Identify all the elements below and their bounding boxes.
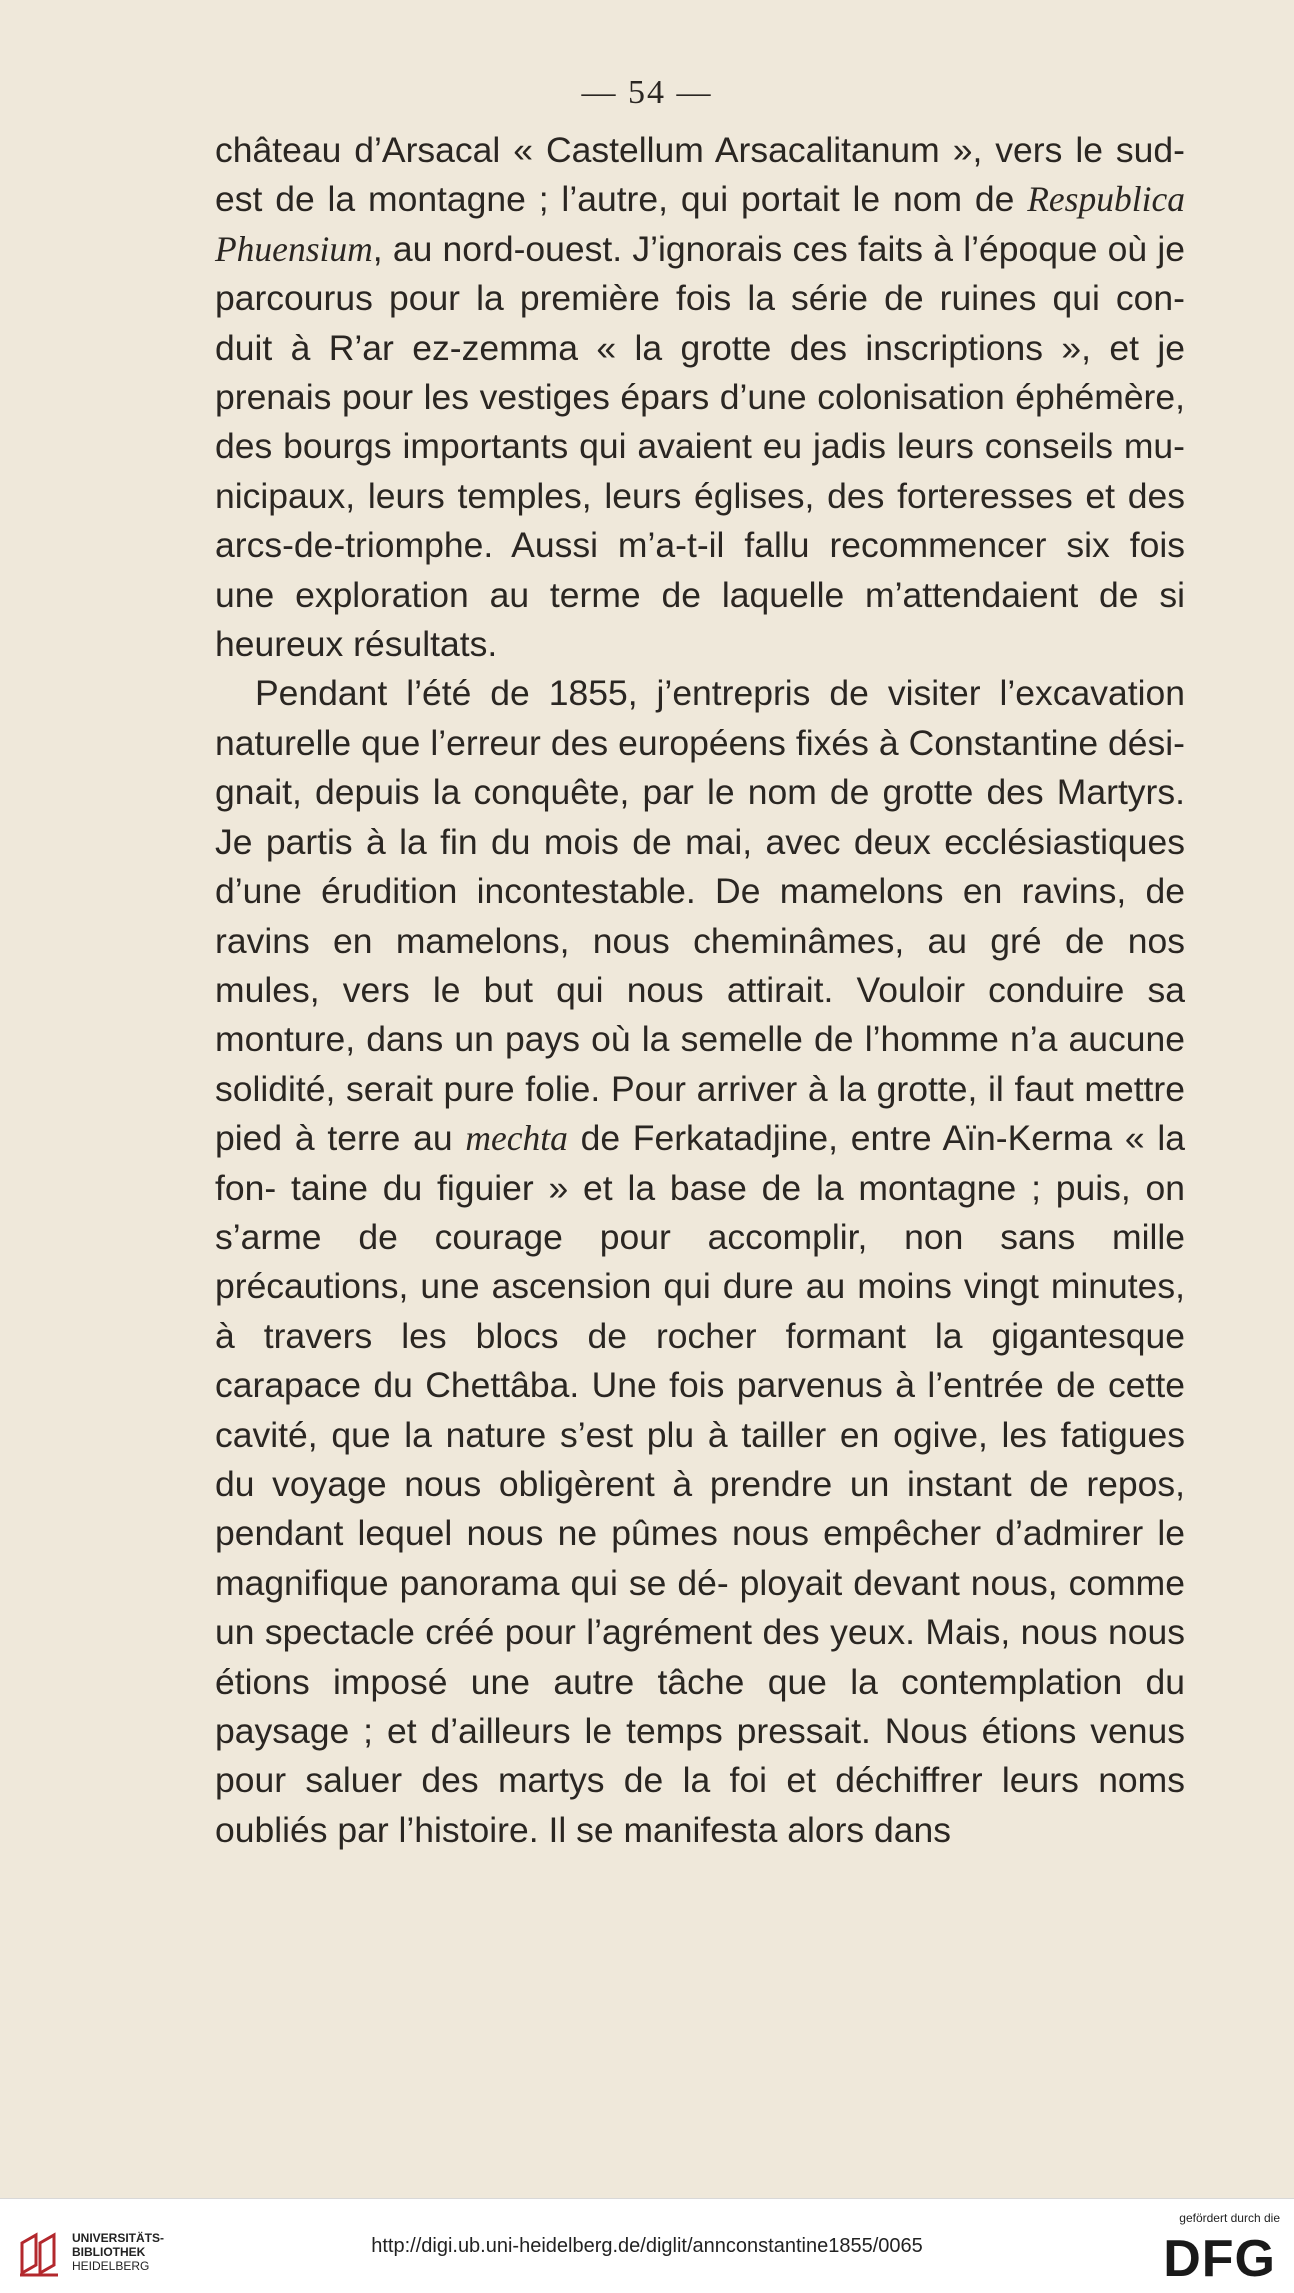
text-run: Pendant l’été de 1855, j’entrepris de visiter l’excavation naturelle que l’erreur des européens fixés à Constantine dési- gnait, depuis la conquête, par le nom de grotte des Martyrs. Je partis à la fin du mois de mai, avec deux ecclésiastiques d’une érudition incontestable. De mamelons en ravins, de ravins en mamelons, nous cheminâmes, au gré de nos mules, vers le but qui nous attirait. Vouloir conduire sa monture, dans un pays où la semelle de l’homme n’a aucune solidité, serait pure folie. Pour arriver à la grotte, il faut mettre pied à terre au — [215, 673, 1185, 1159]
line: je parcourus pour la première fois la série de ruines qui con- — [215, 228, 1185, 319]
line: prenais pour les vestiges épars d’une colonisation éphémère, — [215, 377, 1185, 418]
line: , au nord-ouest. J’ignorais ces faits à l’époque où — [372, 228, 1148, 269]
line: arcs-de-triomphe. Aussi m’a-t-il fallu recommencer six fois — [215, 525, 1185, 566]
line: nicipaux, leurs temples, leurs églises, des forteresses et des — [215, 475, 1185, 516]
library-line: HEIDELBERG — [72, 2259, 150, 2273]
paragraph-2 — [215, 669, 1185, 1855]
italic-term: Respublica — [1027, 179, 1185, 220]
permalink-url[interactable]: http://digi.ub.uni-heidelberg.de/diglit/annconstantine1855/0065 — [371, 2235, 923, 2257]
italic-term: mechta — [465, 1118, 568, 1159]
line: des bourgs importants qui avaient eu jadis leurs conseils mu- — [215, 426, 1185, 467]
page-number: — 54 — — [581, 74, 713, 111]
line: heureux résultats. — [215, 624, 498, 665]
sponsor-label: gefördert durch die — [1179, 2211, 1280, 2225]
body-text — [215, 126, 1185, 1855]
line: de la montagne ; l’autre, qui portait le nom de — [275, 179, 1028, 220]
digitization-footer — [0, 2198, 1294, 2293]
text-run: de Ferkatadjine, entre Aïn-Kerma « la fon- taine du figuier » et la base de la montagne ; puis, on s’arme de courage pour accomplir, non sans mille précautions, une ascension qui dure au moins vingt minutes, à travers les blocs de rocher formant la gigantesque carapace du Chettâba. Une fois parvenus à l’entrée de cette cavité, que la nature s’est plu à tailler en ogive, les fatigues du voyage nous obligèrent à prendre un instant de repos, pendant lequel nous ne pûmes nous empêcher d’admirer le magnifique panorama qui se dé- ployait devant nous, comme un spectacle créé pour l’agrément des yeux. Mais, nous nous étions imposé une autre tâche que la contemplation du paysage ; et d’ailleurs le temps pressait. Nous étions venus pour saluer des martys de la foi et déchiffrer leurs noms oubliés par l’histoire. Il se manifesta alors dans — [215, 1118, 1185, 1850]
italic-term: Phuensium — [215, 228, 373, 269]
line: une exploration au terme de laquelle m’attendaient de si — [215, 574, 1185, 615]
library-line: BIBLIOTHEK — [72, 2245, 146, 2259]
paragraph-1 — [215, 126, 1185, 669]
library-line: UNIVERSITÄTS- — [72, 2231, 165, 2245]
line: duit à R’ar ez-zemma « la grotte des inscriptions », et je — [215, 327, 1185, 368]
line: château d’Arsacal « Castellum Arsacalitanum », vers le sud-est — [215, 130, 1185, 220]
dfg-logo: DFG — [1163, 2230, 1276, 2288]
